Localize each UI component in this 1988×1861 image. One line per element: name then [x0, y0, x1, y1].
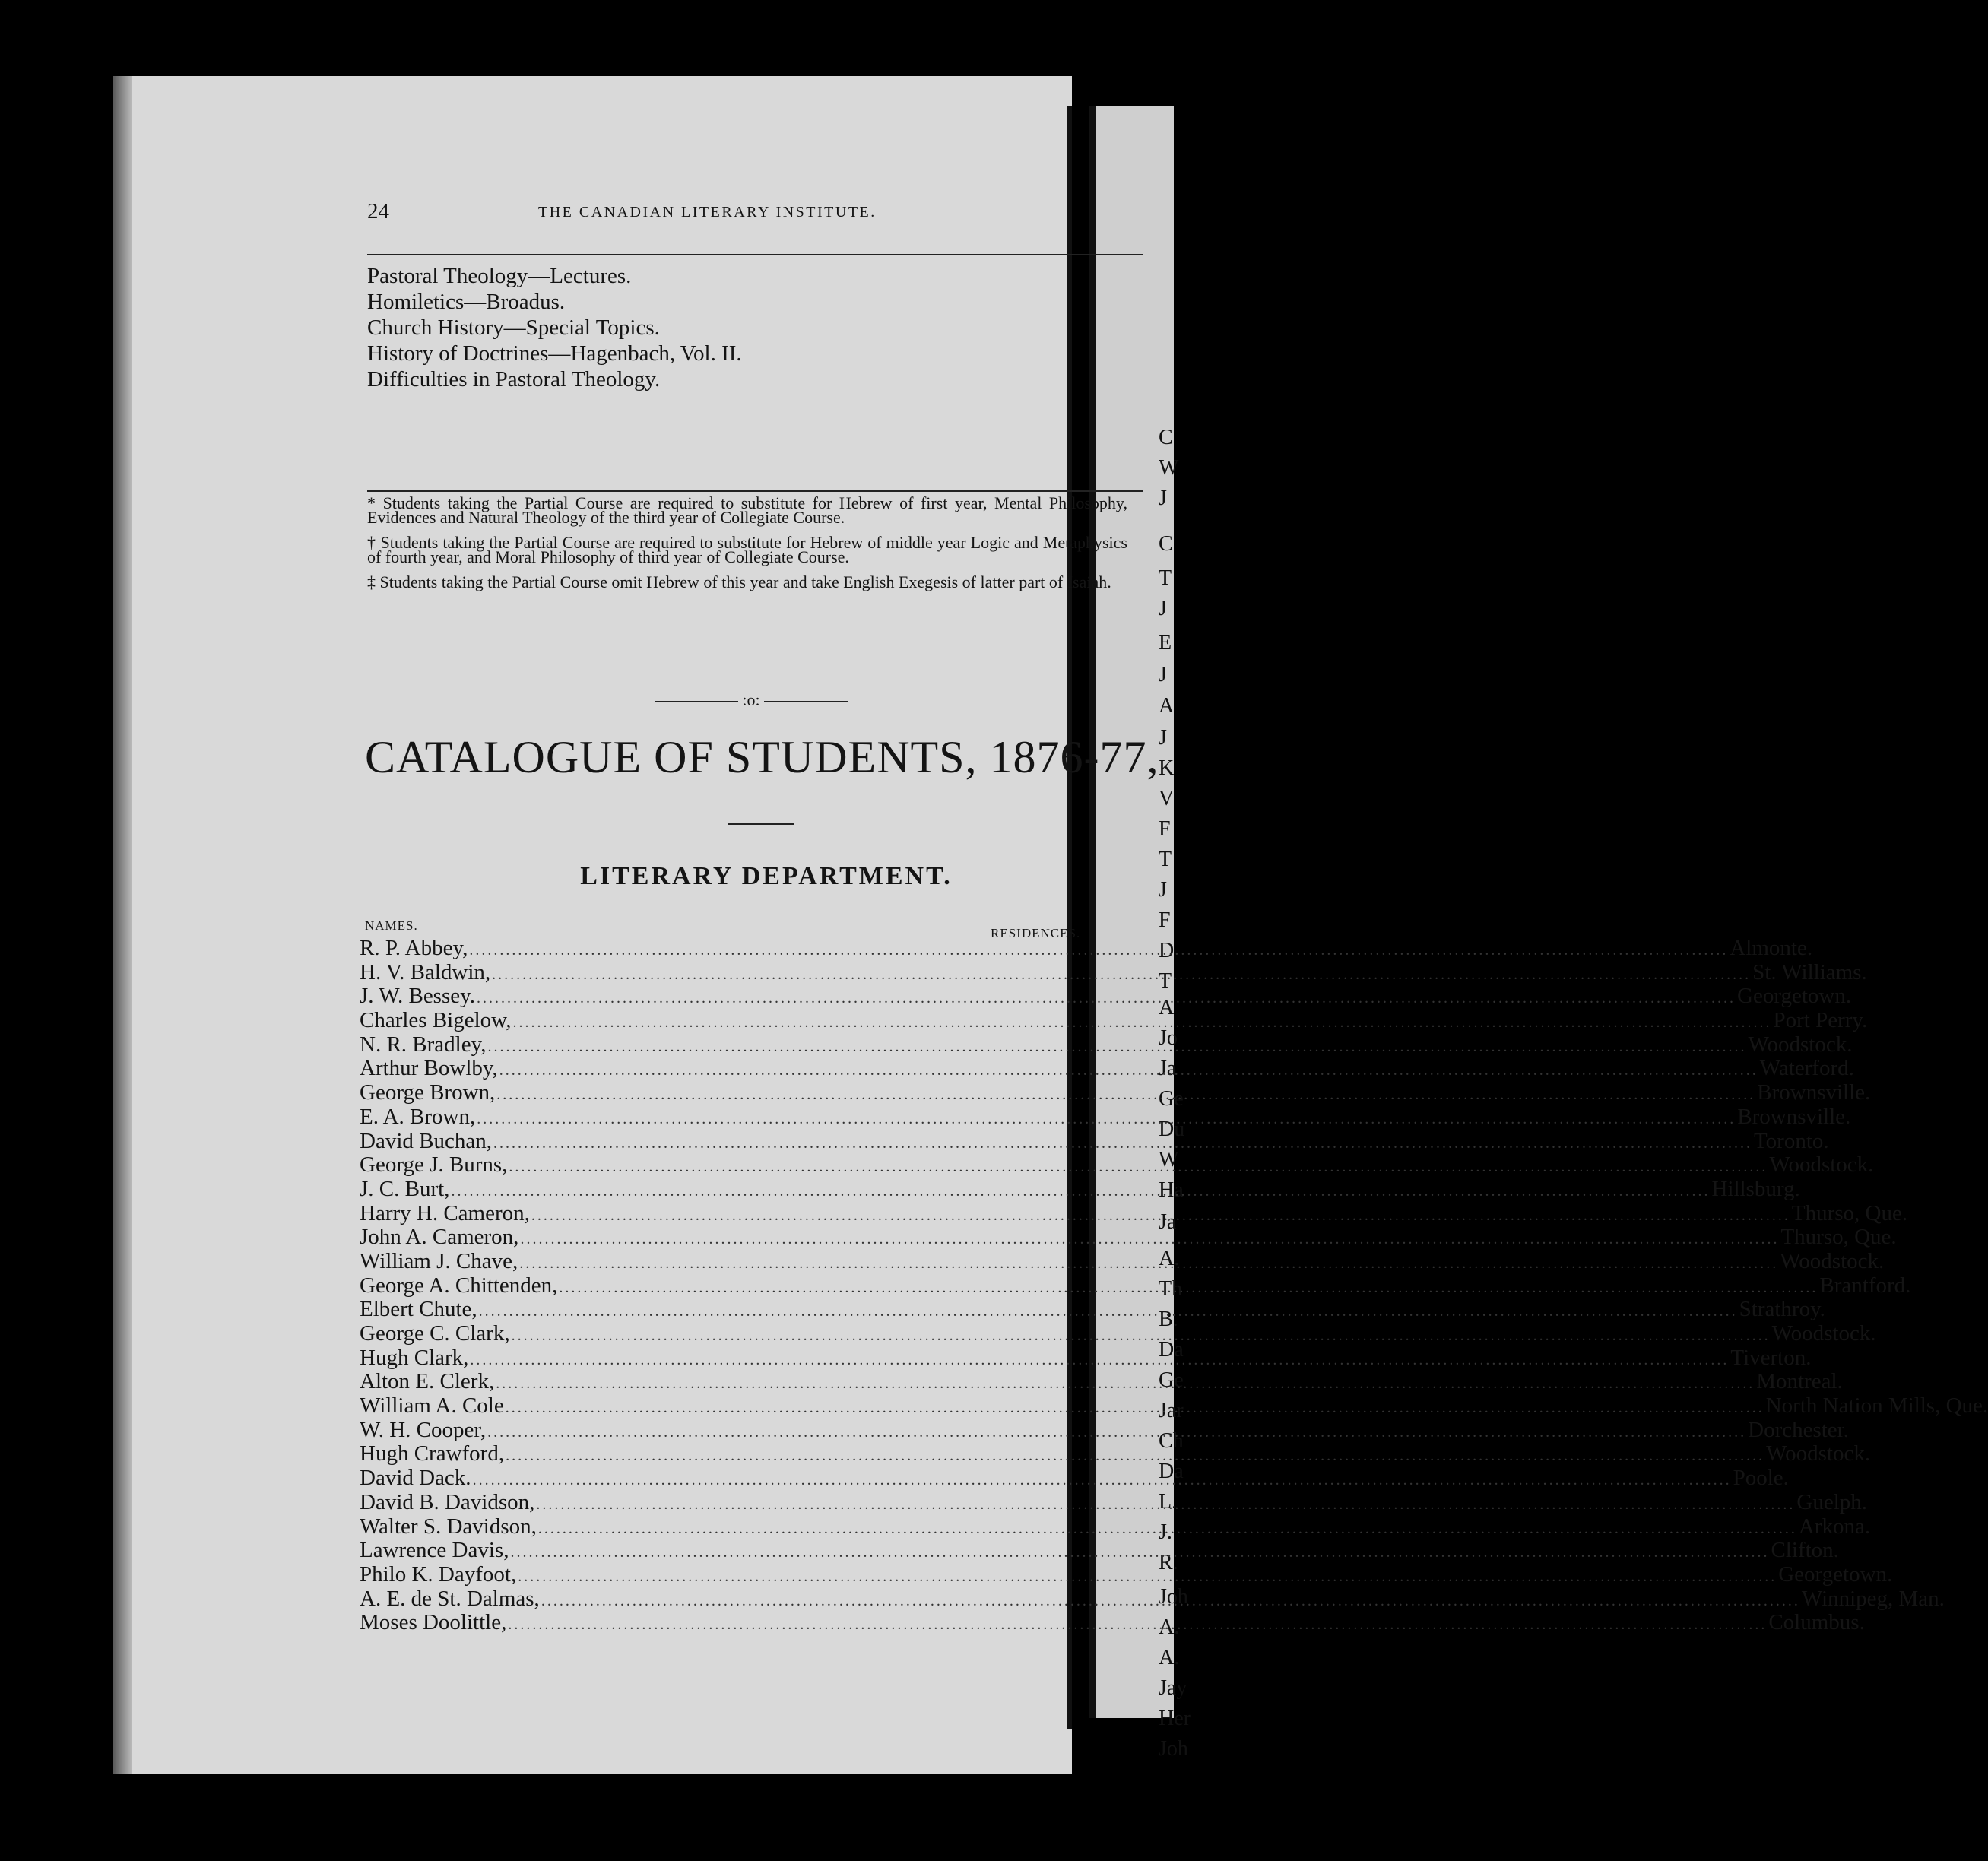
student-row [360, 984, 1852, 1009]
adjacent-page-fragment: T [1159, 969, 1172, 993]
dot-leader [557, 1276, 1819, 1300]
student-name: William A. Cole [360, 1393, 504, 1419]
names-column-header: NAMES. [365, 918, 418, 933]
dot-leader [492, 1132, 1754, 1156]
student-residence: Woodstock. [1771, 1321, 1876, 1346]
adjacent-page-fragment: A [1159, 694, 1175, 718]
student-name: Philo K. Dayfoot, [360, 1561, 517, 1587]
student-name: J. C. Burt, [360, 1176, 450, 1201]
student-residence: Hillsburg. [1711, 1176, 1800, 1201]
footnote: ‡ Students taking the Partial Course omit Hebrew of this year and take English Exegesis of latter part of Isaiah. [367, 572, 1111, 591]
student-name: W. H. Cooper, [360, 1417, 487, 1442]
student-row [360, 1248, 1885, 1274]
course-item: Pastoral Theology—Lectures. [367, 264, 632, 288]
student-row [360, 959, 1867, 985]
adjacent-page-fragment: Ja [1159, 1057, 1177, 1080]
student-residence: St. Williams. [1752, 959, 1867, 984]
dot-leader [490, 963, 1752, 987]
adjacent-page-fragment: Ge [1159, 1368, 1184, 1392]
adjacent-page-fragment: J [1159, 487, 1167, 510]
student-row [360, 1321, 1876, 1346]
adjacent-page-fragment: Du [1159, 1118, 1185, 1141]
dot-leader [518, 1252, 1780, 1276]
separator-mark: :o: [742, 690, 760, 709]
student-row [360, 1610, 1865, 1635]
adjacent-page-fragment: A. [1159, 1646, 1180, 1669]
course-item: Homiletics—Broadus. [367, 290, 566, 314]
running-head [249, 199, 1093, 230]
student-residence: Arkona. [1798, 1514, 1871, 1539]
dot-leader [511, 1011, 1773, 1035]
dot-leader [537, 1517, 1799, 1541]
student-row [360, 936, 1813, 961]
adjacent-page-fragment: R. [1159, 1551, 1178, 1574]
student-name: David Dack. [360, 1466, 471, 1491]
student-name: Lawrence Davis, [360, 1538, 509, 1563]
footnotes [367, 493, 1127, 600]
student-residence: Waterford. [1759, 1056, 1854, 1081]
student-name: R. P. Abbey, [360, 936, 468, 960]
header-rule [367, 254, 1143, 255]
student-name: Arthur Bowlby, [360, 1056, 498, 1081]
student-row [360, 1538, 1839, 1563]
adjacent-page-fragment: Jay [1159, 1676, 1187, 1700]
adjacent-page-fragment: A. [1159, 1247, 1180, 1270]
adjacent-page-fragment: Da [1159, 1338, 1184, 1362]
catalogue-title: CATALOGUE OF STUDENTS, 1876-77, [365, 732, 1159, 782]
student-name: William J. Chave, [360, 1248, 518, 1273]
student-name: J. W. Bessey. [360, 984, 475, 1009]
student-name: Harry H. Cameron, [360, 1200, 530, 1225]
department-title: LITERARY DEPARTMENT. [580, 862, 953, 890]
student-residence: Almonte. [1730, 936, 1813, 960]
dot-leader [507, 1156, 1769, 1179]
dot-leader [495, 1083, 1757, 1107]
dot-leader [468, 1349, 1730, 1372]
student-residence: Clifton. [1771, 1538, 1839, 1563]
adjacent-page-fragment: J [1159, 726, 1167, 750]
adjacent-page-fragment: Joh [1159, 1585, 1188, 1609]
student-name: N. R. Bradley, [360, 1032, 487, 1057]
adjacent-page-fragment: W [1159, 456, 1179, 480]
student-residence: Strathroy. [1739, 1297, 1825, 1322]
theology-course-list [367, 263, 742, 392]
dot-leader [486, 1035, 1748, 1059]
ornament-separator [645, 690, 858, 710]
student-row [360, 1080, 1871, 1105]
separator-line [764, 701, 848, 702]
adjacent-page-fragment: K [1159, 756, 1175, 780]
student-name: George C. Clark, [360, 1321, 510, 1346]
student-residence: Georgetown. [1778, 1561, 1893, 1587]
student-residence: Tiverton. [1730, 1345, 1812, 1370]
student-residence: Georgetown. [1737, 984, 1852, 1009]
dot-leader [540, 1590, 1802, 1613]
adjacent-page-fragment: V [1159, 787, 1175, 810]
student-name: Hugh Crawford, [360, 1441, 505, 1466]
dot-leader [494, 1372, 1756, 1396]
dot-leader [509, 1541, 1771, 1565]
separator-line [655, 701, 738, 702]
student-residence: Brownsville. [1737, 1104, 1851, 1129]
adjacent-page-fragment: Th [1159, 1277, 1183, 1301]
student-residence: Woodstock. [1766, 1441, 1871, 1466]
adjacent-page-fragment: Ge [1159, 1087, 1184, 1111]
student-residence: Port Perry. [1773, 1008, 1868, 1033]
adjacent-page-fragment: A [1159, 996, 1175, 1019]
student-row [360, 1008, 1868, 1033]
dot-leader [516, 1565, 1778, 1589]
adjacent-page-fragment: T [1159, 848, 1172, 871]
student-name: David Buchan, [360, 1128, 492, 1153]
adjacent-page-fragment: Da [1159, 1460, 1184, 1483]
dot-leader [506, 1613, 1768, 1637]
student-row [360, 1489, 1867, 1515]
adjacent-page-fragment: J [1159, 878, 1167, 902]
adjacent-page-fragment: Her [1159, 1707, 1191, 1730]
dot-leader [498, 1059, 1760, 1083]
dot-leader [449, 1180, 1711, 1203]
adjacent-page-fragment: W [1159, 1148, 1179, 1171]
student-row [360, 1466, 1789, 1491]
adjacent-page-fragment: T [1159, 566, 1172, 590]
student-residence: Poole. [1733, 1466, 1789, 1491]
residences-column-header: RESIDENCES. [991, 926, 1081, 940]
course-item: Church History—Special Topics. [367, 315, 660, 340]
student-residence: Guelph. [1796, 1489, 1867, 1514]
dot-leader [510, 1324, 1772, 1348]
student-row [360, 1514, 1871, 1539]
student-residence: Columbus. [1768, 1610, 1865, 1635]
adjacent-page-fragment: J [1159, 663, 1167, 686]
student-name: E. A. Brown, [360, 1104, 476, 1129]
adjacent-page-fragment: B. [1159, 1308, 1178, 1331]
student-name: Elbert Chute, [360, 1297, 477, 1322]
student-residence: Toronto. [1753, 1128, 1829, 1153]
student-name: John A. Cameron, [360, 1225, 519, 1250]
dot-leader [477, 1300, 1739, 1324]
student-row [360, 1417, 1849, 1443]
student-name: George J. Burns, [360, 1152, 508, 1178]
adjacent-page-fragment: J [1159, 597, 1167, 620]
student-residence: Winnipeg, Man. [1801, 1586, 1945, 1611]
student-residence: Woodstock. [1769, 1152, 1874, 1178]
dot-leader [471, 1469, 1733, 1492]
dot-leader [530, 1204, 1792, 1228]
dot-leader [504, 1444, 1766, 1468]
adjacent-page-fragment: E [1159, 631, 1172, 655]
adjacent-page-fragment: D [1159, 939, 1175, 962]
student-residence: Thurso, Que. [1780, 1225, 1897, 1250]
adjacent-page-fragment: F [1159, 908, 1171, 932]
dot-leader [504, 1397, 1766, 1420]
student-residence: North Nation Mills, Que. [1765, 1393, 1988, 1419]
student-name: George A. Chittenden, [360, 1273, 558, 1298]
student-name: Charles Bigelow, [360, 1008, 512, 1033]
student-name: George Brown, [360, 1080, 496, 1105]
student-residence: Woodstock. [1748, 1032, 1853, 1057]
footnote: † Students taking the Partial Course are required to substitute for Hebrew of middle year Logic and Metaphysics of fourth year, and Moral Philosophy of third year of Collegiate Course. [367, 533, 1127, 566]
student-name: Moses Doolittle, [360, 1610, 507, 1635]
dot-leader [475, 1108, 1737, 1131]
dot-leader [475, 987, 1737, 1010]
page-number: 24 [367, 199, 389, 224]
student-residence: Brownsville. [1757, 1080, 1871, 1105]
adjacent-page-fragment: Ja [1159, 1210, 1177, 1234]
adjacent-page-fragment: C [1159, 532, 1173, 556]
dot-leader [534, 1493, 1796, 1517]
adjacent-page-fragment: L. [1159, 1490, 1178, 1514]
dot-leader [486, 1421, 1748, 1444]
footnote: * Students taking the Partial Course are required to substitute for Hebrew of first year, Mental Philosophy, Evidences and Natural Theology of the third year of Collegiate Course. [367, 493, 1127, 527]
adjacent-page-fragment: Joh [1159, 1737, 1188, 1761]
student-name: Alton E. Clerk, [360, 1369, 495, 1394]
title-rule [728, 823, 794, 825]
page-binding-shadow [113, 76, 132, 1774]
student-name: David B. Davidson, [360, 1489, 535, 1514]
student-name: A. E. de St. Dalmas, [360, 1586, 540, 1611]
dot-leader [518, 1228, 1780, 1251]
student-name: Walter S. Davidson, [360, 1514, 537, 1539]
student-row [360, 1152, 1874, 1178]
adjacent-page-fragment: Ha [1159, 1178, 1184, 1202]
student-residence: Brantford. [1819, 1273, 1911, 1298]
adjacent-page-fragment: A. [1159, 1615, 1180, 1639]
running-head-title: THE CANADIAN LITERARY INSTITUTE. [538, 204, 877, 220]
course-item: History of Doctrines—Hagenbach, Vol. II. [367, 341, 742, 366]
student-residence: Thurso, Que. [1791, 1200, 1908, 1225]
student-row [360, 1297, 1825, 1322]
adjacent-page-fragment: Jar [1159, 1399, 1184, 1422]
student-residence: Dorchester. [1748, 1417, 1849, 1442]
student-residence: Woodstock. [1780, 1248, 1885, 1273]
dot-leader [468, 939, 1730, 962]
adjacent-page-fragment: Ch [1159, 1429, 1184, 1453]
adjacent-page-fragment: J. [1159, 1520, 1172, 1544]
course-item: Difficulties in Pastoral Theology. [367, 367, 661, 392]
adjacent-page-fragment: Jo [1159, 1026, 1178, 1050]
adjacent-page-fragment: F [1159, 817, 1171, 841]
student-row [360, 1225, 1897, 1250]
adjacent-page-fragment: C [1159, 426, 1173, 449]
student-row [360, 1561, 1893, 1587]
section-rule [367, 490, 1143, 492]
student-residence: Montreal. [1756, 1369, 1843, 1394]
student-name: H. V. Baldwin, [360, 959, 491, 984]
student-name: Hugh Clark, [360, 1345, 469, 1370]
